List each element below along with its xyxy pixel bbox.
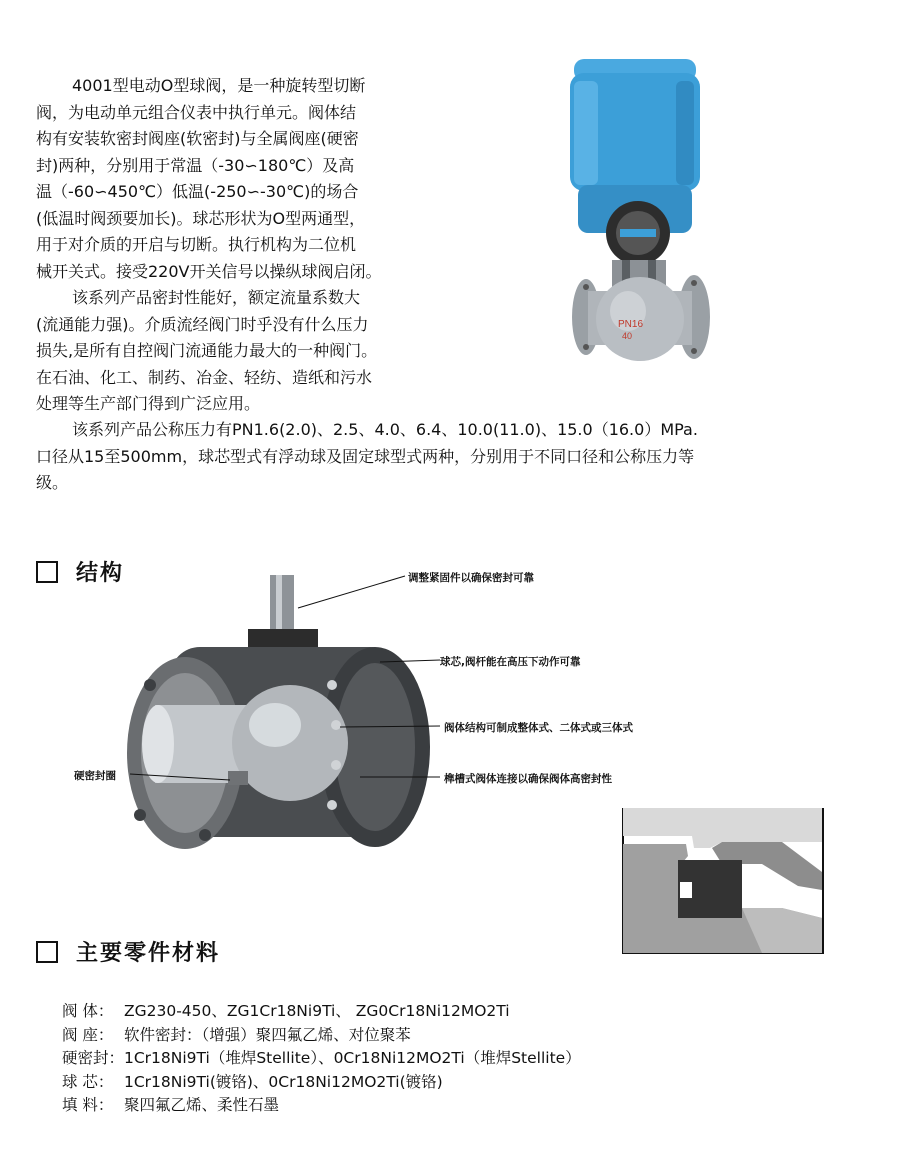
text-line: 损失,是所有自控阀门流通能力最大的一种阀门。 bbox=[36, 341, 378, 360]
list-item bbox=[62, 1024, 581, 1048]
callout-hard-seal: 硬密封圈 bbox=[74, 770, 116, 782]
text-line: (流通能力强)。介质流经阀门时乎没有什么压力 bbox=[36, 314, 369, 334]
callout-body-structure: 阀体结构可制成整体式、二体式或三体式 bbox=[444, 722, 633, 734]
list-item bbox=[62, 1071, 581, 1095]
material-value: 软件密封：（增强）聚四氟乙烯、对位聚苯 bbox=[124, 1025, 411, 1044]
pressure-label: PN16 bbox=[618, 319, 644, 330]
text-line: 级。 bbox=[36, 473, 69, 492]
text-line: 口径从15至500mm，球芯型式有浮动球及固定球型式两种，分别用于不同口径和公称压力等 bbox=[36, 446, 695, 466]
text-line: 械开关式。接受220V开关信号以操纵球阀启闭。 bbox=[36, 261, 382, 281]
material-value: ZG230-450、ZG1Cr18Ni9Ti、 ZG0Cr18Ni12MO2Ti bbox=[124, 1002, 510, 1020]
text-line: 用于对介质的开启与切断。执行机构为二位机 bbox=[36, 235, 357, 254]
materials-title-text: 主要零件材料 bbox=[76, 941, 221, 966]
text-line: 构有安装软密封阀座(软密封)与全属阀座(硬密 bbox=[36, 129, 359, 148]
callout-tongue-groove: 榫槽式阀体连接以确保阀体高密封性 bbox=[444, 773, 612, 785]
text-line: (低温时阀颈要加长)。球芯形状为O型两通型， bbox=[36, 208, 366, 228]
text-line: 阀，为电动单元组合仪表中执行单元。阀体结 bbox=[36, 102, 357, 122]
text-line: 该系列产品公称压力有PN1.6(2.0)、2.5、4.0、6.4、10.0(11.0)、15.0（16.0）MPa. bbox=[72, 420, 698, 439]
text-line: 4001型电动O型球阀，是一种旋转型切断 bbox=[72, 76, 366, 95]
list-item bbox=[62, 1094, 581, 1118]
seal-detail-diagram bbox=[622, 808, 824, 954]
text-line: 处理等生产部门得到广泛应用。 bbox=[36, 394, 261, 413]
text-line: 温（-60∽450℃）低温(-250∽-30℃)的场合 bbox=[36, 182, 359, 201]
list-item bbox=[62, 1047, 581, 1071]
material-key: 阀 座： bbox=[62, 1025, 114, 1044]
material-key: 填 料： bbox=[62, 1096, 114, 1114]
list-item bbox=[62, 1000, 581, 1024]
materials-section-title bbox=[36, 936, 220, 967]
text-line: 该系列产品密封性能好，额定流量系数大 bbox=[72, 288, 361, 307]
material-key: 球 芯： bbox=[62, 1072, 114, 1091]
size-label: 40 bbox=[622, 331, 633, 341]
material-value: 1Cr18Ni9Ti（堆焊Stellite）、0Cr18Ni12MO2Ti（堆焊Stellite） bbox=[124, 1049, 581, 1067]
material-key: 阀 体： bbox=[62, 1002, 114, 1020]
materials-list bbox=[62, 1000, 581, 1118]
text-line: 在石油、化工、制药、冶金、轻纺、造纸和污水 bbox=[36, 367, 373, 387]
material-value: 聚四氟乙烯、柔性石墨 bbox=[124, 1096, 280, 1114]
text-line: 封)两种，分别用于常温（-30∽180℃）及高 bbox=[36, 155, 355, 175]
callout-ball-stem: 球芯,阀杆能在高压下动作可靠 bbox=[440, 656, 581, 668]
callout-adjust-fastener: 调整紧固件以确保密封可靠 bbox=[408, 572, 534, 584]
structure-title-text: 结构 bbox=[76, 561, 125, 586]
material-key: 硬密封： bbox=[62, 1049, 125, 1067]
checkbox-square-icon bbox=[36, 941, 58, 963]
material-value: 1Cr18Ni9Ti(镀铬)、0Cr18Ni12MO2Ti(镀铬) bbox=[124, 1072, 443, 1091]
